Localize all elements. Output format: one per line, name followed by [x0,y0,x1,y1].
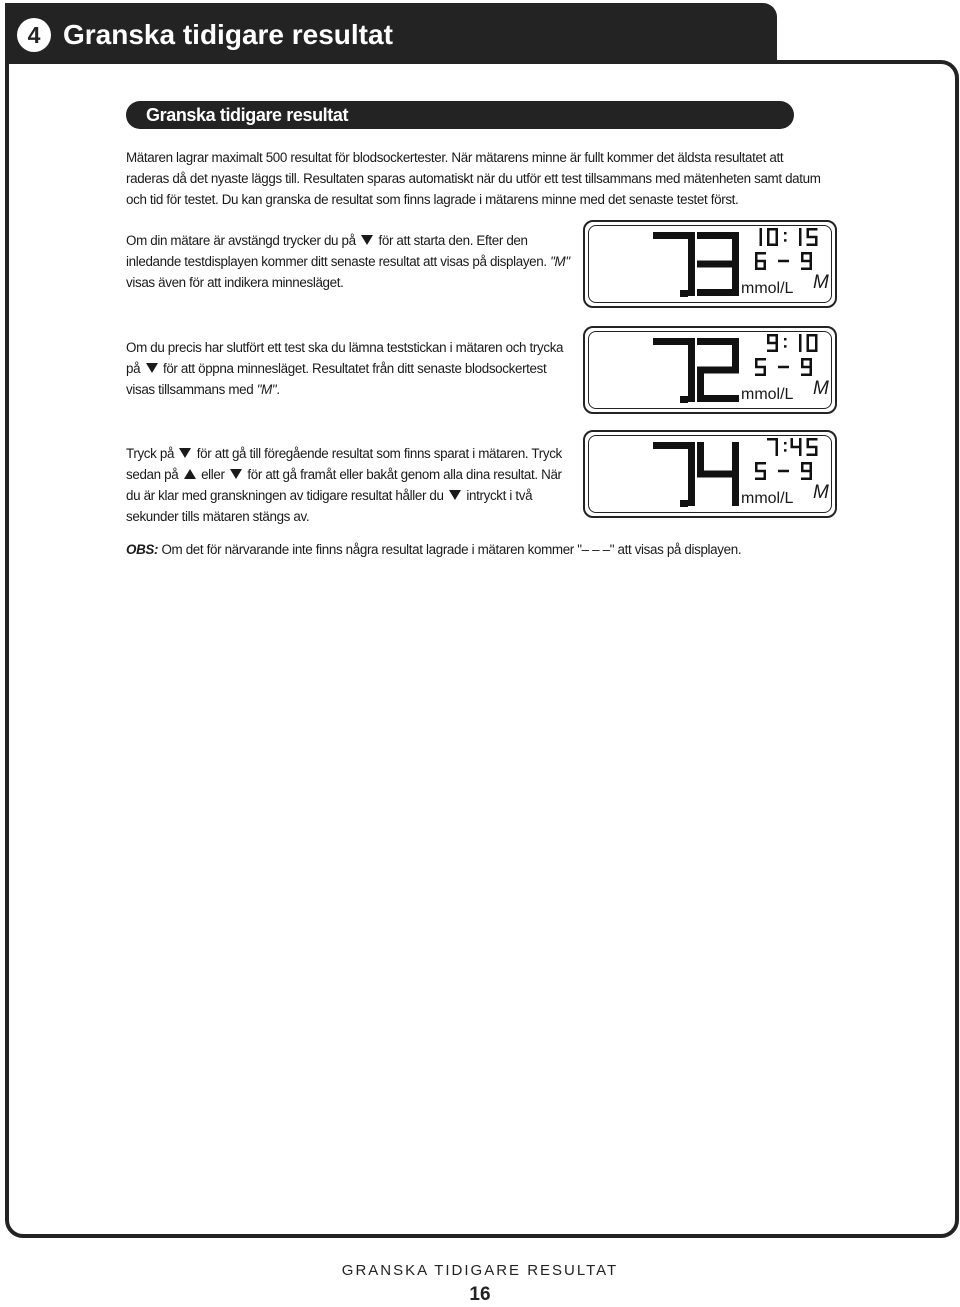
date-segment [755,252,758,261]
triangle-down-icon [146,363,158,373]
decimal-point [680,290,688,297]
note-text-a: Om det för närvarande inte finns några resultat lagrade i mätaren kommer " [161,542,582,557]
memory-indicator: M [813,482,829,503]
reading-digit-segment [688,338,695,370]
date-segment [755,462,758,471]
time-segment [776,228,779,237]
unit-label: mmol/L [741,490,794,507]
note-dashes: – – – [581,542,610,557]
time-segment [799,343,802,352]
time-segment [807,343,810,352]
reading-digit-segment [697,261,739,268]
date-segment [755,358,758,367]
date-segment [801,470,812,473]
section-number-badge: 4 [17,18,51,52]
decimal-point [680,396,688,403]
step-2-text-a: Om du precis har slutfört ett test ska du lämna teststickan i mätaren och trycka på [126,340,564,376]
time-segment [760,228,763,237]
memory-indicator: M [813,272,829,293]
meter-display-3 [583,430,837,518]
time-segment [776,447,779,456]
reading-digit-segment [688,474,695,506]
time-segment [799,438,802,447]
reading-digit-segment [697,370,704,402]
date-segment [801,268,812,271]
section-header-tab [5,3,777,67]
time-segment [799,237,802,246]
step-3-text-a: Tryck på [126,446,175,461]
triangle-down-icon [179,448,191,458]
time-segment [784,232,787,235]
step-1-text-c: visas även för att indikera minnesläget. [126,275,344,290]
time-segment [776,334,779,343]
date-segment [801,462,804,471]
time-segment [791,446,802,449]
date-segment [810,252,813,261]
reading-digit-segment [697,442,704,474]
time-segment [767,350,778,353]
step-2-text-c: . [276,382,280,397]
step-1-text-a: Om din mätare är avstängd trycker du på [126,233,356,248]
date-segment [801,358,804,367]
time-segment [799,447,802,456]
date-segment [801,374,812,377]
date-segment [810,462,813,471]
section-header-title: Granska tidigare resultat [63,19,393,50]
time-segment [807,236,818,239]
step-2-text-b: för att öppna minnesläget. Resultatet från ditt senaste blodsockertest visas tillsammans med [126,361,547,397]
meter-display-1 [583,220,837,308]
subsection-title: Granska tidigare resultat [146,105,349,125]
reading-digit-segment [688,232,695,264]
step-3-text-d: för att gå framåt eller bakåt genom alla dina resultat. När du är klar med granskningen av tidigare resultat håller du [126,467,562,503]
time-segment [784,449,787,452]
reading-digit-segment [688,442,695,474]
unit-label: mmol/L [741,280,794,297]
date-segment [755,374,766,377]
time-segment [807,446,818,449]
reading-digit-segment [697,367,739,374]
time-segment [807,244,818,247]
decimal-point [680,500,688,507]
step-3-paragraph [126,443,576,527]
memory-mode-label: "M" [256,382,277,397]
date-segment [801,478,812,481]
time-segment [767,237,770,246]
step-3-text-b: för att gå till föregående resultat som finns sparat i mätaren. Tryck sedan på [126,446,562,482]
triangle-up-icon [184,469,196,479]
footer-running-title: GRANSKA TIDIGARE RESULTAT [341,1262,619,1279]
glucose-reading-digits [585,328,835,412]
reading-digit-segment [697,471,739,478]
date-segment [778,470,789,473]
reading-digit-segment [688,264,695,296]
time-segment [807,454,818,457]
step-2-paragraph [126,337,576,400]
unit-label: mmol/L [741,386,794,403]
reading-digit-segment [732,442,739,474]
memory-mode-label: "M" [550,254,570,269]
reading-digit-segment [732,338,739,370]
time-segment [799,228,802,237]
date-segment [755,470,766,473]
triangle-down-icon [230,469,242,479]
date-segment [755,261,758,270]
time-segment [807,438,810,447]
page-number: 16 [469,1284,491,1305]
time-segment [784,442,787,445]
note-paragraph [126,539,886,560]
step-1-text-b: för att starta den. Efter den inledande testdisplayen kommer ditt senaste resultat att visas på displayen. [126,233,547,269]
glucose-reading-digits [585,432,835,516]
time-segment [760,237,763,246]
step-3-text-c: eller [201,467,225,482]
triangle-down-icon [449,490,461,500]
time-segment [767,334,770,343]
date-segment [801,366,812,369]
time-segment [784,338,787,341]
reading-digit-segment [697,289,739,296]
time-segment [767,228,770,237]
time-segment [767,342,778,345]
date-segment [755,478,766,481]
date-segment [810,358,813,367]
time-segment [807,228,810,237]
note-label: OBS: [126,542,159,557]
time-segment [799,334,802,343]
step-1-paragraph [126,230,576,293]
date-segment [778,260,789,263]
time-segment [815,334,818,343]
memory-indicator: M [813,378,829,399]
meter-display-2 [583,326,837,414]
intro-paragraph: Mätaren lagrar maximalt 500 resultat för blodsockertester. När mätarens minne är fullt kommer det äldsta resultatet att raderas då det nyaste läggs till. Resultaten sparas automatiskt när du utför ett test tillsammans med mätenheten samt datum och tid för testet. Du kan granska de resultat som finns lagrade i mätarens minne med det senaste testet först. [126,150,821,207]
step-3-text-e: intryckt i två sekunder tills mätaren stängs av. [126,488,533,524]
time-segment [784,239,787,242]
time-segment [776,438,779,447]
triangle-down-icon [361,235,373,245]
subsection-bar [126,101,794,129]
reading-digit-segment [688,370,695,402]
reading-digit-segment [732,232,739,264]
time-segment [791,438,794,447]
date-segment [801,252,804,261]
date-segment [755,260,766,263]
reading-digit-segment [732,474,739,506]
glucose-reading-digits [585,222,835,306]
time-segment [807,334,810,343]
note-text-b: " att visas på displayen. [609,542,742,557]
date-segment [801,260,812,263]
time-segment [784,345,787,348]
date-segment [778,366,789,369]
date-segment [755,366,766,369]
